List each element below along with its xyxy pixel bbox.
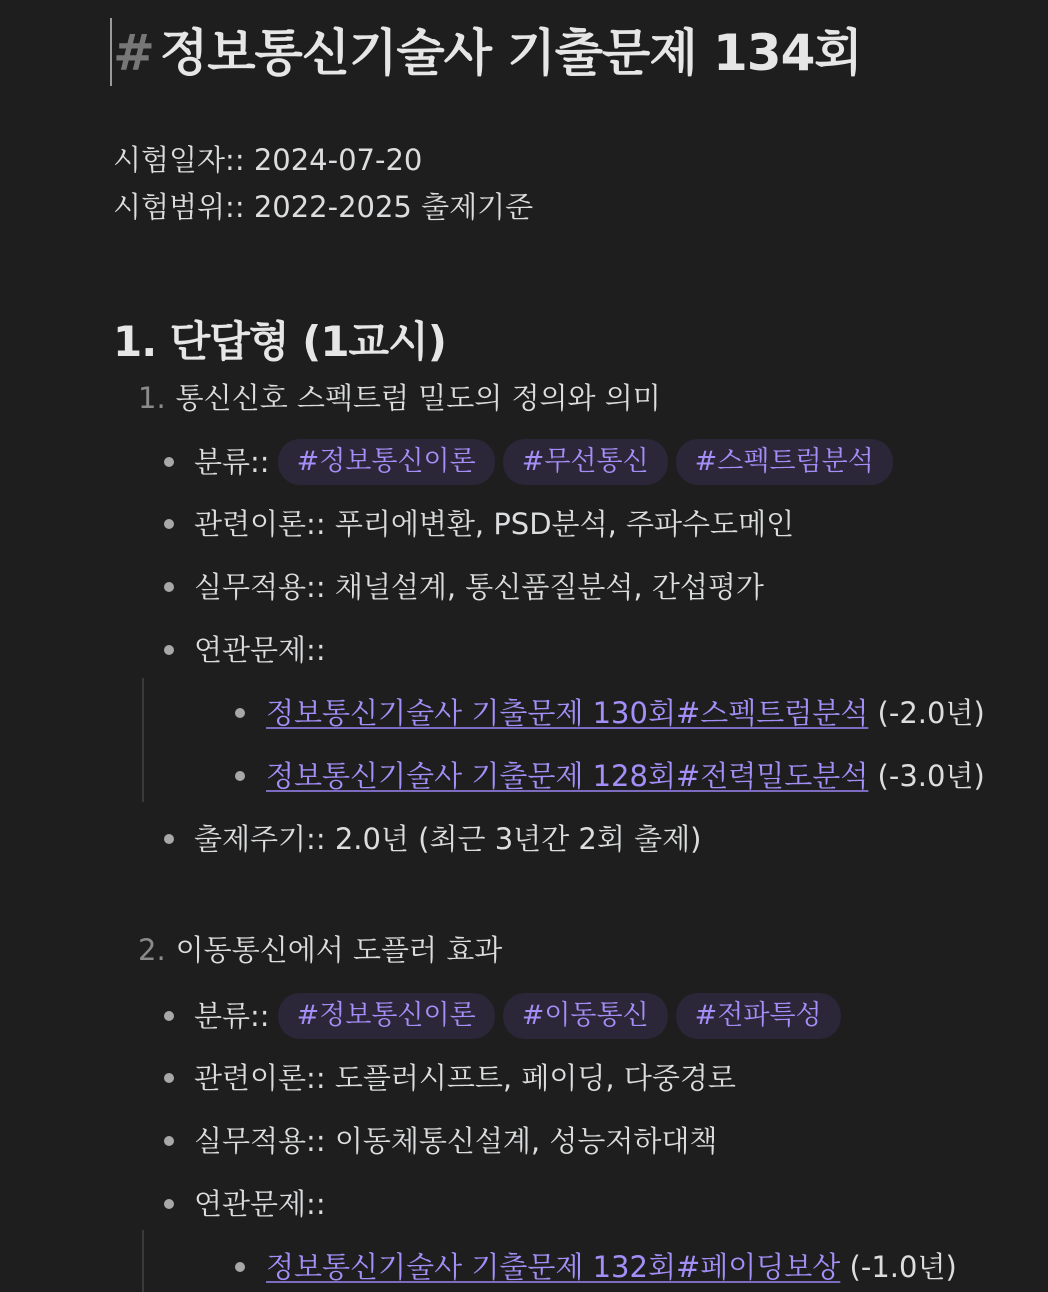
question-1-theory[interactable]: 관련이론:: 푸리에변환, PSD분석, 주파수도메인 (194, 507, 795, 541)
property-exam-scope[interactable]: 시험범위:: 2022-2025 출제기준 (113, 190, 534, 224)
note-title-text: 정보통신기술사 기출문제 134회 (159, 24, 862, 82)
question-2-category[interactable] (194, 992, 841, 1040)
internal-link[interactable]: 정보통신기술사 기출문제 132회#페이딩보상 (266, 1250, 841, 1284)
question-2-theory[interactable]: 관련이론:: 도플러시프트, 페이딩, 다중경로 (194, 1061, 736, 1095)
indent-guide (142, 678, 144, 802)
bullet-icon (164, 519, 174, 529)
internal-link[interactable]: 정보통신기술사 기출문제 130회#스펙트럼분석 (266, 696, 869, 730)
property-exam-date[interactable]: 시험일자:: 2024-07-20 (113, 143, 423, 177)
related-offset: (-1.0년) (840, 1250, 957, 1284)
question-1-practice[interactable]: 실무적용:: 채널설계, 통신품질분석, 간섭평가 (194, 570, 764, 604)
bullet-icon (235, 1262, 245, 1272)
tag-pill[interactable]: #전파특성 (676, 993, 841, 1039)
question-1-title[interactable] (138, 378, 661, 418)
bullet-icon (235, 708, 245, 718)
tag-pill[interactable]: #이동통신 (503, 993, 668, 1039)
bullet-icon (164, 645, 174, 655)
tag-pill[interactable]: #정보통신이론 (278, 439, 495, 485)
question-2-title[interactable] (138, 930, 502, 970)
question-number: 1. (138, 381, 166, 415)
section-heading[interactable]: 1. 단답형 (1교시) (113, 317, 446, 366)
question-1-cycle[interactable]: 출제주기:: 2.0년 (최근 3년간 2회 출제) (194, 822, 702, 856)
related-item[interactable] (266, 1247, 957, 1287)
question-1-category[interactable] (194, 438, 893, 486)
bullet-icon (164, 582, 174, 592)
related-item[interactable] (266, 693, 985, 733)
bullet-icon (164, 834, 174, 844)
category-label: 분류:: (194, 999, 270, 1033)
related-offset: (-2.0년) (868, 696, 985, 730)
tag-pill[interactable]: #스펙트럼분석 (676, 439, 893, 485)
tag-pill[interactable]: #무선통신 (503, 439, 668, 485)
related-item[interactable] (266, 756, 985, 796)
question-2-related-label[interactable]: 연관문제:: (194, 1187, 326, 1221)
internal-link[interactable]: 정보통신기술사 기출문제 128회#전력밀도분석 (266, 759, 869, 793)
bullet-icon (164, 1199, 174, 1209)
note-title[interactable] (113, 22, 862, 84)
category-label: 분류:: (194, 445, 270, 479)
indent-guide (142, 1230, 144, 1292)
bullet-icon (164, 457, 174, 467)
bullet-icon (164, 1011, 174, 1021)
tag-pill[interactable]: #정보통신이론 (278, 993, 495, 1039)
question-2-practice[interactable]: 실무적용:: 이동체통신설계, 성능저하대책 (194, 1124, 718, 1158)
heading-hash-mark: # (113, 24, 154, 82)
question-text: 통신신호 스펙트럼 밀도의 정의와 의미 (175, 381, 661, 415)
text-cursor (110, 18, 112, 86)
question-text: 이동통신에서 도플러 효과 (175, 933, 503, 967)
bullet-icon (164, 1073, 174, 1083)
question-1-related-label[interactable]: 연관문제:: (194, 633, 326, 667)
bullet-icon (235, 771, 245, 781)
related-offset: (-3.0년) (868, 759, 985, 793)
question-number: 2. (138, 933, 166, 967)
bullet-icon (164, 1136, 174, 1146)
